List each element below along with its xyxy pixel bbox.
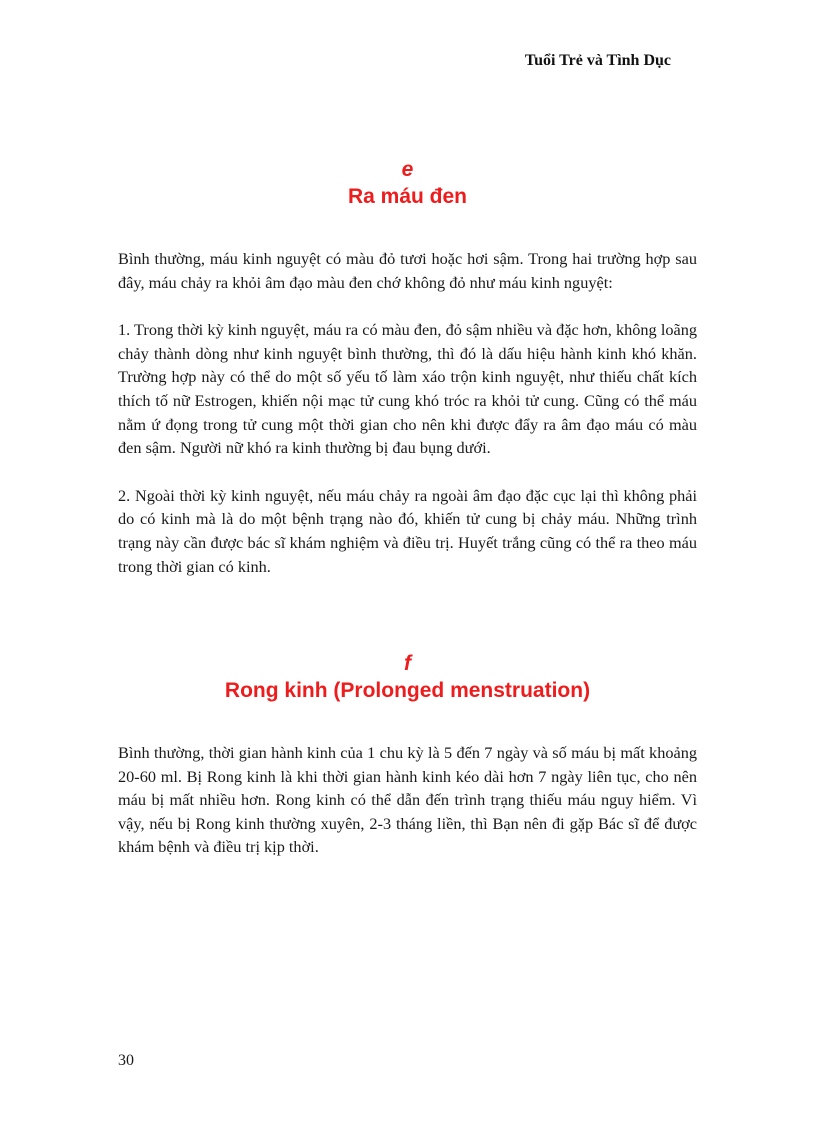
section-letter: e: [401, 158, 414, 181]
paragraph: 1. Trong thời kỳ kinh nguyệt, máu ra có màu đen, đỏ sậm nhiều và đặc hơn, không loãng chảy thành dòng như kinh nguyệt bình thường, thì đó là dấu hiệu hành kinh khó khăn. Trường hợp này có thể do một số yếu tố làm xáo trộn kinh nguyệt, như thiếu chất kích thích tố nữ Estrogen, khiến nội mạc tử cung khó tróc ra khỏi tử cung. Cũng có thể máu nằm ứ đọng trong tử cung một thời gian cho nên khi được đẩy ra âm đạo máu có màu đen sậm. Người nữ khó ra kinh thường bị đau bụng dưới.: [118, 320, 697, 458]
section-letter: f: [404, 652, 411, 675]
paragraph: Bình thường, thời gian hành kinh của 1 chu kỳ là 5 đến 7 ngày và số máu bị mất khoảng 20-60 ml. Bị Rong kinh là khi thời gian hành kinh kéo dài hơn 7 ngày liên tục, cho nên máu bị mất nhiều hơn. Rong kinh có thể dẫn đến trình trạng thiếu máu nguy hiểm. Vì vậy, nếu bị Rong kinh thường xuyên, 2-3 tháng liền, thì Bạn nên đi gặp Bác sĩ để được khám bệnh và điều trị kịp thời.: [118, 743, 697, 857]
paragraph: 2. Ngoài thời kỳ kinh nguyệt, nếu máu chảy ra ngoài âm đạo đặc cục lại thì không phải do có kinh mà là do một bệnh trạng nào đó, khiến tử cung bị chảy máu. Những trình trạng này cần được bác sĩ khám nghiệm và điều trị. Huyết trắng cũng có thể ra theo máu trong thời gian có kinh.: [118, 485, 697, 576]
paragraph: Bình thường, máu kinh nguyệt có màu đỏ tươi hoặc hơi sậm. Trong hai trường hợp sau đây, máu chảy ra khỏi âm đạo màu đen chớ không đỏ như máu kinh nguyệt:: [118, 249, 697, 292]
section-title: Rong kinh (Prolonged menstruation): [224, 679, 591, 702]
section-title: Ra máu đen: [347, 185, 468, 208]
section-rong-kinh: [118, 652, 697, 859]
page-number: 30: [118, 1052, 134, 1069]
section-ra-mau-den: [118, 158, 697, 578]
running-header: Tuổi Trẻ và Tình Dục: [524, 52, 671, 69]
